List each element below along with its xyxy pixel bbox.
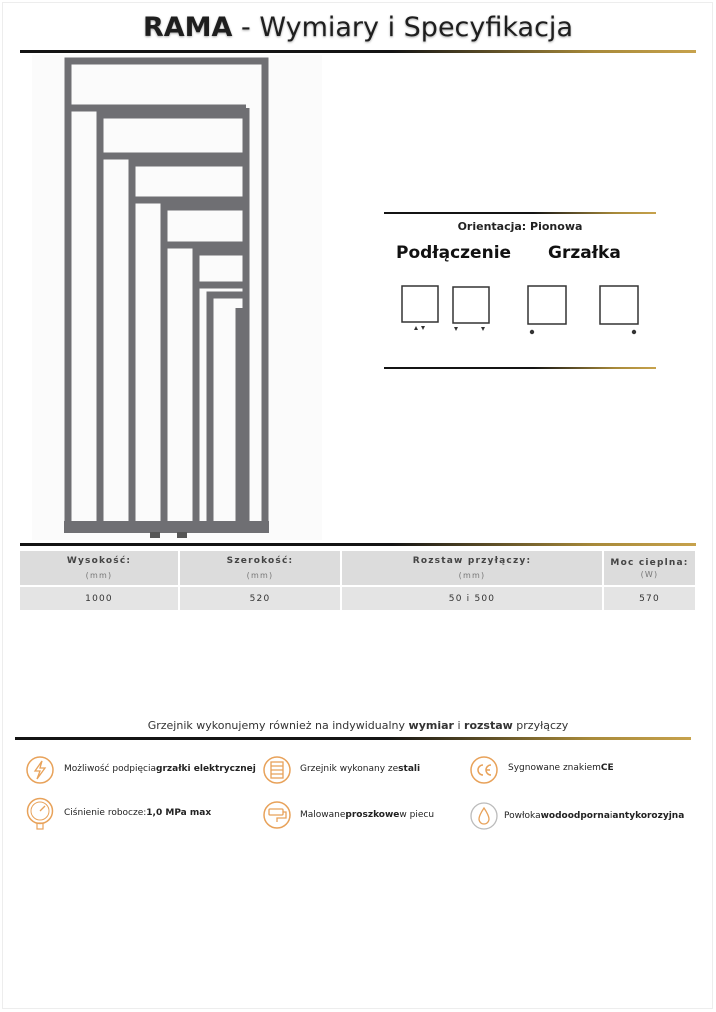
cell-height: 1000 (20, 586, 179, 610)
connection-header: Podłączenie (396, 243, 512, 263)
orientation-label: Orientacja: Pionowa (457, 220, 583, 233)
table-row (20, 586, 695, 610)
feature-steel-text: Grzejnik wykonany ze stali (300, 764, 421, 774)
feature-ce-text: Sygnowane znakiem CE (508, 763, 614, 773)
feature-powder-coat-text: Malowane proszkowe w piecu (300, 810, 435, 820)
paint-roller-icon (262, 800, 292, 830)
feature-coating-text: Powłoka wodoodporna i antykorozyjna (504, 811, 685, 821)
model-name: RAMA (143, 12, 233, 43)
features-divider (15, 737, 691, 740)
heater-header: Grzałka (548, 243, 621, 263)
col-spacing: Rozstaw przyłączy: (mm) (341, 551, 603, 586)
col-power: Moc cieplna: (W) (603, 551, 695, 586)
feature-heater-text: Możliwość podpięcia grzałki elektrycznej (64, 764, 256, 774)
cell-width: 520 (179, 586, 341, 610)
custom-size-note: Grzejnik wykonujemy również na indywidualny wymiar i rozstaw przyłączy (147, 719, 569, 732)
col-width: Szerokość: (mm) (179, 551, 341, 586)
cell-spacing: 50 i 500 (341, 586, 603, 610)
lightning-icon (25, 755, 55, 785)
heater-option-right[interactable] (600, 286, 638, 334)
radiator-icon (262, 755, 292, 785)
ce-icon (469, 755, 499, 785)
col-height: Wysokość: (mm) (20, 551, 179, 586)
water-drop-icon (469, 801, 499, 831)
pressure-gauge-icon (25, 797, 55, 831)
page-title (0, 12, 716, 43)
connection-option-bottom-center[interactable] (402, 286, 438, 330)
orientation-bottom-rule (384, 367, 656, 369)
cell-power: 570 (603, 586, 695, 610)
orientation-top-rule (384, 212, 656, 214)
connection-option-bottom-sides[interactable] (453, 287, 489, 331)
radiator-image (32, 55, 322, 540)
title-divider (20, 50, 696, 53)
feature-pressure-text: Ciśnienie robocze: 1,0 MPa max (64, 808, 212, 818)
heater-option-left[interactable] (528, 286, 566, 334)
title-subtitle: - Wymiary i Specyfikacja (241, 12, 573, 43)
table-divider (20, 543, 696, 546)
table-header-row (20, 551, 695, 586)
connection-options-diagram (396, 280, 646, 340)
spec-table (20, 551, 695, 610)
